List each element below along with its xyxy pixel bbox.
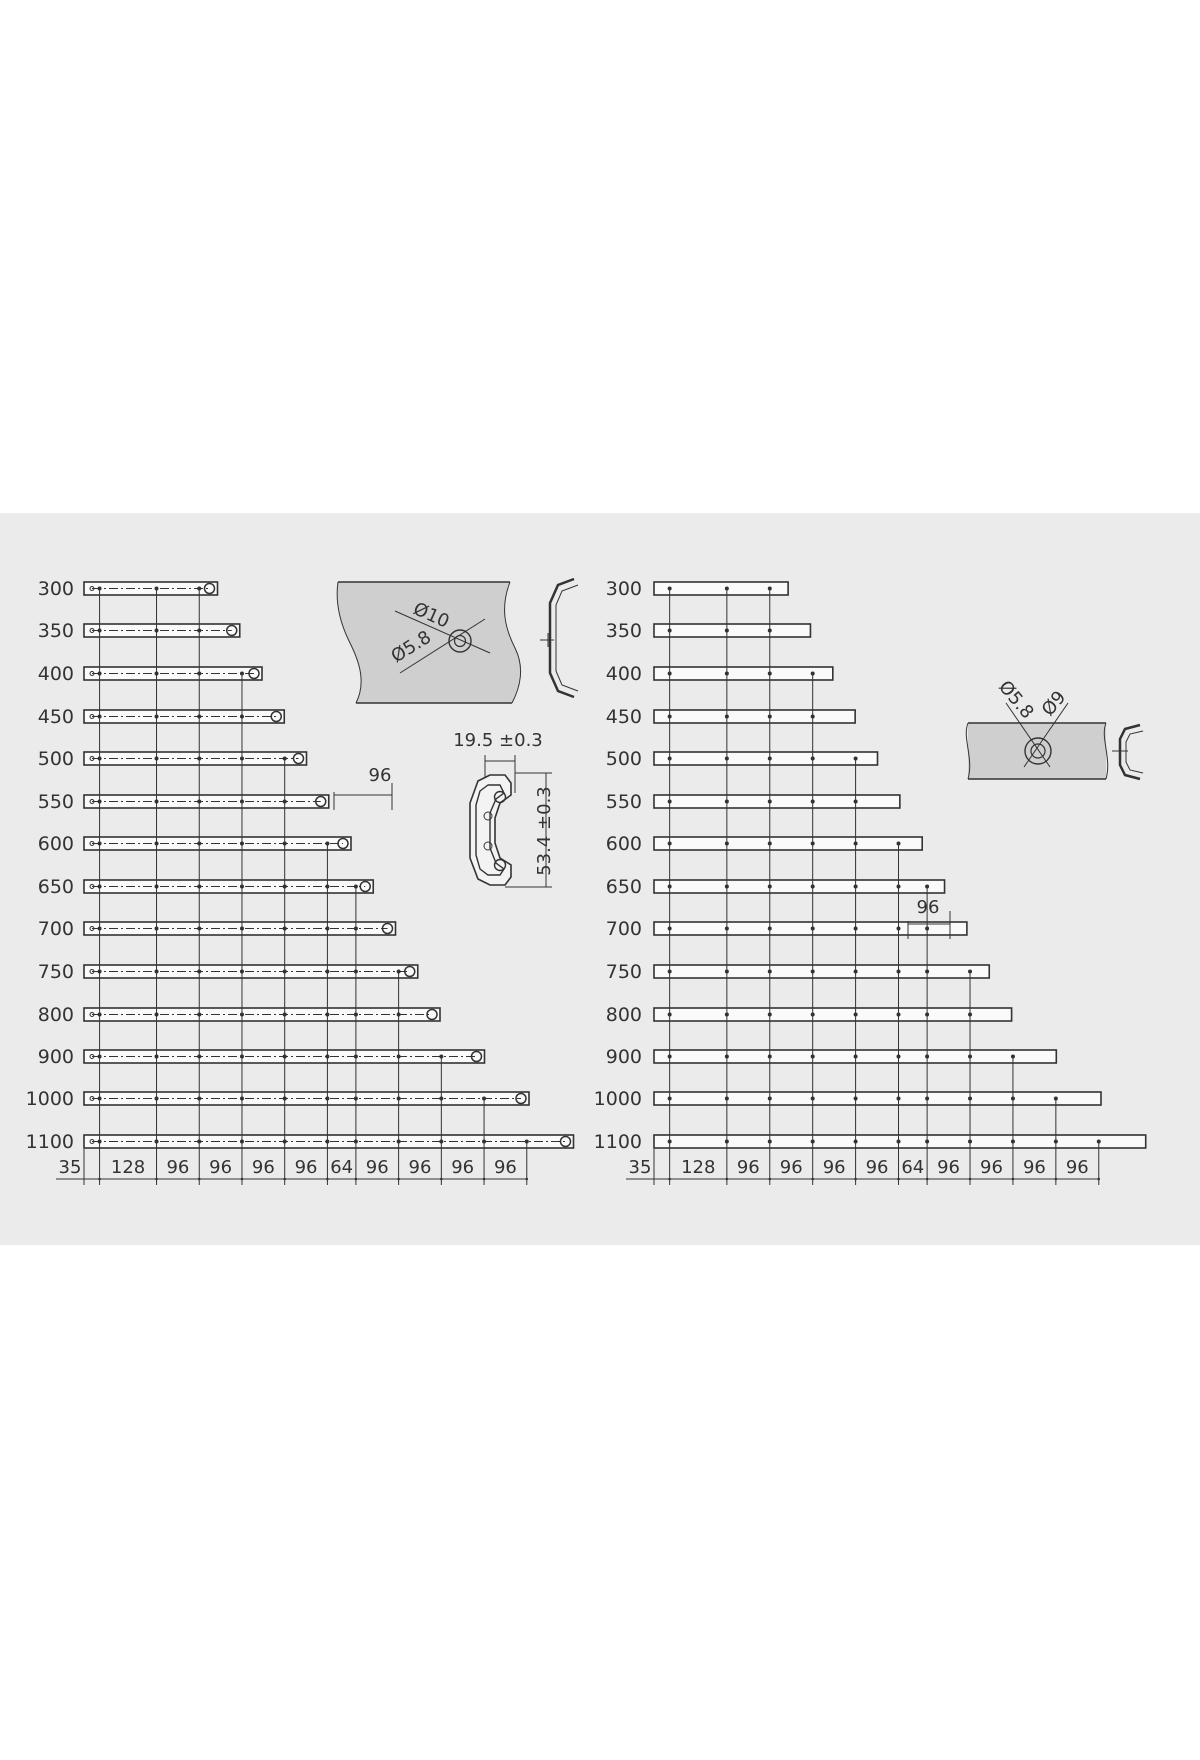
dimension-label: 96 [451,1157,475,1178]
length-label: 800 [605,1004,642,1026]
dimension-label: 96 [980,1157,1003,1178]
rail [654,965,989,978]
dimension-label: 96 [365,1157,389,1178]
length-label: 650 [605,876,642,898]
length-label: 400 [37,663,74,685]
length-label: 750 [37,961,74,983]
dimension-label: 64 [901,1157,925,1178]
length-label: 450 [605,706,642,728]
dimension-label: 96 [408,1157,432,1178]
dimension-tick [926,1178,929,1181]
length-label: 300 [37,578,74,600]
left-hole-outer-label: Ø10 [409,598,453,633]
length-label: 1100 [25,1131,74,1153]
rail [654,1092,1101,1105]
left-length-labels [26,578,74,1153]
dimension-label: 128 [110,1157,146,1178]
cross-section-height-label: 53.4 ±0.3 [534,786,555,876]
dimension-tick [155,1178,158,1181]
left-hole-inner-label: Ø5.8 [387,626,435,668]
length-label: 600 [37,833,74,855]
dimension-tick [198,1178,201,1181]
rail [654,624,810,637]
dimension-tick [483,1178,486,1181]
dimension-tick [768,1178,771,1181]
dimension-tick [525,1178,528,1181]
dimension-label: 96 [294,1157,318,1178]
dimension-label: 96 [822,1157,846,1178]
rail [654,752,878,765]
rail [654,667,833,680]
length-label: 750 [605,961,642,983]
slide-dimension-diagram [0,513,1200,1245]
dimension-label: 96 [251,1157,275,1178]
dimension-tick [854,1178,857,1181]
length-label: 350 [37,620,74,642]
diagram-panel [0,513,1200,1245]
dimension-label: 96 [1065,1157,1089,1178]
right-hole-outer-label: Ø9 [1037,687,1071,721]
length-label: 400 [605,663,642,685]
rail [654,880,945,893]
length-label: 700 [605,918,642,940]
dimension-tick [241,1178,244,1181]
dimension-label: 96 [166,1157,190,1178]
dimension-label: 128 [681,1157,716,1178]
dimension-label: 96 [1022,1157,1046,1178]
dimension-tick [440,1178,443,1181]
dimension-label: 96 [736,1157,760,1178]
length-label: 500 [605,748,642,770]
dimension-label: 96 [209,1157,233,1178]
left-cross-section [453,730,555,887]
right-length-labels [594,578,642,1153]
dimension-tick [1097,1178,1100,1181]
rail [654,837,922,850]
rail [654,710,855,723]
dimension-label: 96 [937,1157,961,1178]
length-label: 600 [605,833,642,855]
length-label: 800 [37,1004,74,1026]
cross-section-width-label: 19.5 ±0.3 [453,730,543,751]
dimension-tick [969,1178,972,1181]
length-label: 1000 [25,1088,74,1110]
dimension-tick [1012,1178,1015,1181]
dimension-tick [326,1178,329,1181]
right-rails [654,582,1146,1148]
dimension-label: 96 [779,1157,803,1178]
length-label: 550 [605,791,642,813]
left-callout-label: 96 [368,765,392,786]
right-dimension-chain [626,1149,1100,1185]
length-label: 650 [37,876,74,898]
dimension-tick [668,1178,671,1181]
dimension-tick [1055,1178,1058,1181]
length-label: 350 [605,620,642,642]
length-label: 300 [605,578,642,600]
length-label: 500 [37,748,74,770]
dimension-label: 35 [58,1157,82,1178]
length-label: 900 [605,1046,642,1068]
right-callout-label: 96 [916,897,940,918]
dimension-tick [283,1178,286,1181]
rail [654,795,900,808]
dimension-tick [811,1178,814,1181]
left-callout [334,765,392,810]
dimension-tick [726,1178,729,1181]
length-label: 700 [37,918,74,940]
dimension-tick [98,1178,101,1181]
rail [654,1008,1012,1021]
length-label: 900 [37,1046,74,1068]
dimension-label: 96 [865,1157,889,1178]
dimension-label: 35 [628,1157,652,1178]
dimension-label: 64 [330,1157,354,1178]
dimension-tick [397,1178,400,1181]
dimension-tick [897,1178,900,1181]
length-label: 1000 [593,1088,642,1110]
length-label: 450 [37,706,74,728]
left-dimension-chain [56,1149,528,1185]
length-label: 1100 [593,1131,642,1153]
right-mount-detail [966,677,1143,779]
dimension-tick [355,1178,358,1181]
right-hole-inner-label: Ø5.8 [994,676,1038,723]
dimension-label: 96 [493,1157,517,1178]
left-mount-detail [337,579,578,703]
length-label: 550 [37,791,74,813]
